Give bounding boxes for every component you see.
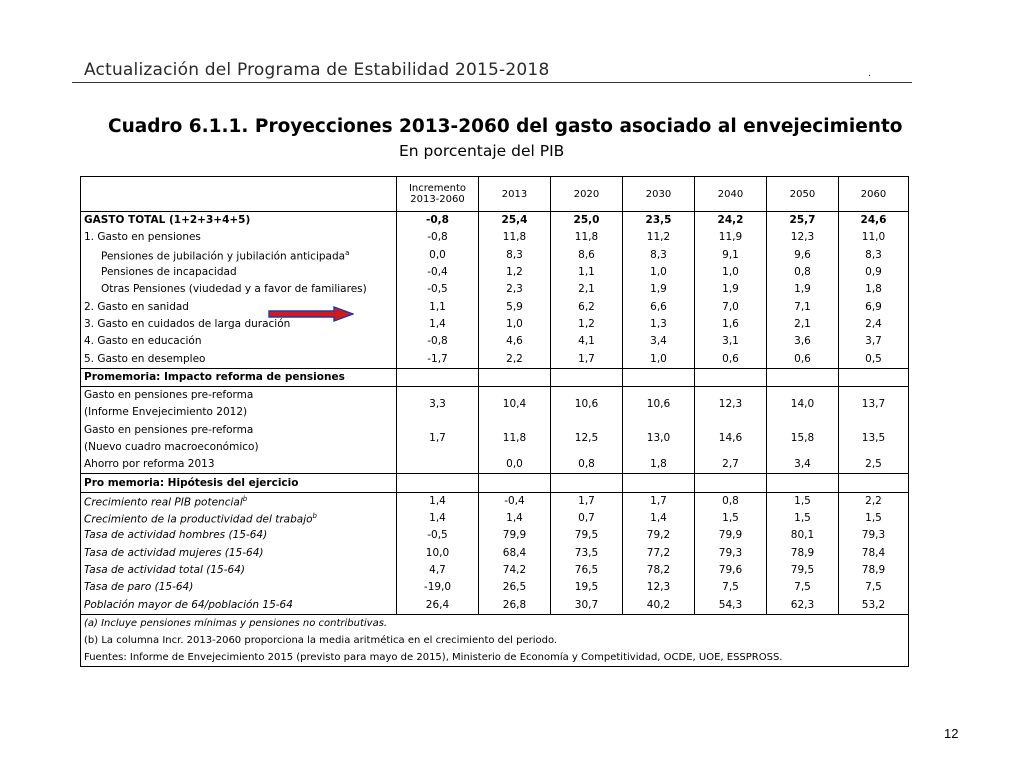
reform-row-2012 (81, 386, 909, 404)
cell-value: 24,6 (860, 214, 887, 227)
row-label: Ahorro por reforma 2013 (84, 458, 215, 471)
cell-value: 79,9 (718, 529, 743, 542)
cell-value: 2,1 (578, 283, 595, 296)
cell-value: 40,2 (646, 598, 671, 611)
header-mark: . (868, 68, 872, 79)
row-label: Tasa de actividad mujeres (15-64) (84, 546, 264, 559)
row-label: 2. Gasto en sanidad (84, 300, 189, 313)
footnote-marker: b (312, 512, 317, 521)
increment-value: 10,0 (425, 546, 450, 559)
table-row (81, 229, 909, 246)
cell-value: 3,6 (794, 335, 811, 348)
cell-value: 14,6 (718, 432, 743, 445)
highlight-arrow (268, 306, 354, 322)
cell-value: 0,0 (506, 458, 523, 471)
cell-value: 79,6 (718, 564, 743, 577)
cell-value: 1,7 (578, 352, 595, 365)
row-label: Crecimiento real PIB potencial (84, 496, 243, 509)
section-row (81, 474, 909, 492)
cell-value: 1,0 (722, 266, 739, 279)
table-row (81, 281, 909, 298)
cell-value: 0,9 (865, 266, 882, 279)
increment-value: -0,5 (427, 283, 448, 296)
cell-value: 78,2 (646, 564, 671, 577)
cell-value: 1,6 (722, 317, 739, 330)
increment-value: -0,8 (427, 335, 448, 348)
cell-value: 10,4 (502, 397, 527, 410)
cell-value: 73,5 (574, 546, 599, 559)
cell-value: 2,2 (506, 352, 523, 365)
table-row (81, 212, 909, 230)
table-row (81, 492, 909, 510)
cell-value: 1,5 (722, 512, 739, 525)
cell-value: 0,8 (794, 266, 811, 279)
cell-value: 76,5 (574, 564, 599, 577)
cell-value: 8,3 (506, 248, 523, 261)
cell-value: 11,9 (718, 231, 743, 244)
cell-value: 12,3 (790, 231, 815, 244)
cell-value: 1,7 (578, 494, 595, 507)
cell-value: 24,2 (717, 214, 744, 227)
cell-value: 8,6 (578, 248, 595, 261)
increment-value: -0,4 (427, 266, 448, 279)
cell-value: 11,8 (574, 231, 599, 244)
increment-value: -0,8 (427, 231, 448, 244)
cell-value: 2,7 (722, 458, 739, 471)
cell-value: 12,3 (646, 581, 671, 594)
cell-value: 2,3 (506, 283, 523, 296)
cell-value: 77,2 (646, 546, 671, 559)
footnote-row (81, 649, 909, 667)
cell-value: 1,8 (865, 283, 882, 296)
cell-value: 9,1 (722, 248, 739, 261)
increment-value: 0,0 (429, 248, 446, 261)
cell-value: 3,4 (650, 335, 667, 348)
row-label: Gasto en pensiones pre-reforma (84, 423, 254, 436)
cell-value: 14,0 (790, 397, 815, 410)
cell-value: 79,5 (574, 529, 599, 542)
cell-value: 7,1 (794, 300, 811, 313)
cell-value: 0,7 (578, 512, 595, 525)
table-row (81, 527, 909, 544)
cell-value: 2,4 (865, 317, 882, 330)
cell-value: 4,1 (578, 335, 595, 348)
cell-value: 30,7 (574, 598, 599, 611)
cell-value: 11,8 (502, 432, 527, 445)
cell-value: 15,8 (790, 432, 815, 445)
row-label: GASTO TOTAL (1+2+3+4+5) (84, 214, 251, 227)
table-title: Cuadro 6.1.1. Proyecciones 2013-2060 del gasto asociado al envejecimiento (108, 116, 903, 137)
increment-value: 26,4 (425, 598, 450, 611)
cell-value: 80,1 (790, 529, 815, 542)
table-row (81, 597, 909, 615)
cell-value: 25,0 (573, 214, 600, 227)
cell-value: 1,5 (794, 512, 811, 525)
cell-value: 1,8 (650, 458, 667, 471)
cell-value: 1,4 (506, 512, 523, 525)
cell-value: 26,5 (502, 581, 527, 594)
cell-value: 5,9 (506, 300, 523, 313)
cell-value: 1,7 (650, 494, 667, 507)
cell-value: 3,1 (722, 335, 739, 348)
cell-value: 1,0 (650, 266, 667, 279)
row-label: Gasto en pensiones pre-reforma (84, 389, 254, 402)
cell-value: 12,5 (574, 432, 599, 445)
cell-value: 1,9 (650, 283, 667, 296)
cell-value: 1,4 (650, 512, 667, 525)
table-row (81, 298, 909, 315)
table-row (81, 316, 909, 333)
section-row (81, 368, 909, 386)
projection-table (80, 176, 909, 667)
year-header: 2020 (573, 188, 600, 200)
cell-value: 25,4 (501, 214, 528, 227)
cell-value: 79,2 (646, 529, 671, 542)
cell-value: 2,2 (865, 494, 882, 507)
table-row (81, 579, 909, 596)
year-header: 2030 (645, 188, 672, 200)
cell-value: 74,2 (502, 564, 527, 577)
cell-value: 7,5 (722, 581, 739, 594)
cell-value: 4,6 (506, 335, 523, 348)
cell-value: 26,8 (502, 598, 527, 611)
reform-row-macro (81, 422, 909, 439)
cell-value: -0,4 (504, 494, 525, 507)
table-row (81, 545, 909, 562)
cell-value: 1,0 (506, 317, 523, 330)
increment-value: -19,0 (423, 581, 452, 594)
cell-value: 53,2 (861, 598, 886, 611)
increment-value: -0,8 (426, 214, 449, 227)
footnote-marker: b (242, 495, 248, 504)
cell-value: 1,2 (506, 266, 523, 279)
cell-value: 68,4 (502, 546, 527, 559)
cell-value: 11,0 (861, 231, 886, 244)
row-label: Pensiones de jubilación y jubilación anticipada (101, 250, 346, 263)
section-title: Promemoria: Impacto reforma de pensiones (84, 370, 345, 383)
year-header: 2060 (860, 188, 887, 200)
table-row (81, 562, 909, 579)
increment-value: 3,3 (429, 397, 446, 410)
row-label: (Informe Envejecimiento 2012) (84, 406, 248, 419)
cell-value: 79,9 (502, 529, 527, 542)
table-row (81, 333, 909, 350)
table-row (81, 264, 909, 281)
cell-value: 79,5 (790, 564, 815, 577)
year-header: 2013 (501, 188, 528, 200)
cell-value: 0,6 (722, 352, 739, 365)
cell-value: 0,5 (865, 352, 882, 365)
year-header: 2040 (717, 188, 744, 200)
cell-value: 13,7 (861, 397, 886, 410)
row-label: 3. Gasto en cuidados de larga duración (84, 317, 291, 330)
cell-value: 2,5 (865, 458, 882, 471)
cell-value: 1,9 (722, 283, 739, 296)
cell-value: 8,3 (865, 248, 882, 261)
cell-value: 10,6 (646, 397, 671, 410)
header-rule (72, 82, 912, 83)
footnote-text: (a) Incluye pensiones mínimas y pensiones no contributivas. (84, 617, 388, 629)
increment-value: 1,1 (429, 300, 446, 313)
cell-value: 0,8 (722, 494, 739, 507)
cell-value: 23,5 (645, 214, 672, 227)
cell-value: 13,0 (646, 432, 671, 445)
cell-value: 78,9 (861, 564, 886, 577)
table-subtitle: En porcentaje del PIB (399, 142, 565, 160)
cell-value: 62,3 (790, 598, 815, 611)
cell-value: 7,5 (865, 581, 882, 594)
cell-value: 9,6 (794, 248, 811, 261)
cell-value: 3,4 (794, 458, 811, 471)
cell-value: 8,3 (650, 248, 667, 261)
increment-value: 1,4 (429, 317, 446, 330)
row-label: Tasa de actividad total (15-64) (84, 564, 245, 577)
increment-value: 1,4 (429, 512, 446, 525)
cell-value: 1,5 (794, 494, 811, 507)
increment-value: 1,7 (429, 432, 446, 445)
cell-value: 11,2 (646, 231, 671, 244)
cell-value: 13,5 (861, 432, 886, 445)
reform-row-savings (81, 456, 909, 474)
cell-value: 3,7 (865, 335, 882, 348)
cell-value: 10,6 (574, 397, 599, 410)
row-label: Pensiones de incapacidad (101, 266, 237, 279)
cell-value: 7,0 (722, 300, 739, 313)
cell-value: 7,5 (794, 581, 811, 594)
cell-value: 78,4 (861, 546, 886, 559)
cell-value: 25,7 (789, 214, 816, 227)
year-header: 2050 (789, 188, 816, 200)
cell-value: 2,1 (794, 317, 811, 330)
table-row (81, 247, 909, 264)
footnote-text: (b) La columna Incr. 2013-2060 proporciona la media aritmética en el crecimiento del periodo. (84, 634, 558, 646)
row-label: Crecimiento de la productividad del trabajo (84, 513, 313, 526)
header-row (81, 177, 909, 212)
increment-value: 4,7 (429, 564, 446, 577)
page-number: 12 (944, 726, 959, 741)
increment-value: 1,4 (429, 494, 446, 507)
col-increment-range: 2013-2060 (410, 194, 465, 205)
cell-value: 1,2 (578, 317, 595, 330)
cell-value: 1,5 (865, 512, 882, 525)
footnote-row (81, 632, 909, 649)
row-label: 5. Gasto en desempleo (84, 352, 206, 365)
increment-value: -1,7 (427, 352, 448, 365)
row-label: Otras Pensiones (viudedad y a favor de familiares) (101, 283, 367, 296)
cell-value: 0,8 (578, 458, 595, 471)
cell-value: 6,2 (578, 300, 595, 313)
section-title: Pro memoria: Hipótesis del ejercicio (84, 476, 299, 489)
cell-value: 19,5 (574, 581, 599, 594)
row-label: Población mayor de 64/población 15-64 (84, 598, 293, 611)
cell-value: 0,6 (794, 352, 811, 365)
cell-value: 79,3 (718, 546, 743, 559)
cell-value: 6,6 (650, 300, 667, 313)
document-header-title: Actualización del Programa de Estabilidad 2015-2018 (84, 60, 550, 80)
cell-value: 6,9 (865, 300, 882, 313)
table-row (81, 510, 909, 527)
row-label: Tasa de actividad hombres (15-64) (84, 529, 268, 542)
footnote-text: Fuentes: Informe de Envejecimiento 2015 (previsto para mayo de 2015), Ministerio de Economía y Competitividad, OCDE, UOE, ESSPROSS. (84, 651, 783, 663)
cell-value: 1,9 (794, 283, 811, 296)
cell-value: 1,0 (650, 352, 667, 365)
col-increment-label: Incremento (408, 183, 467, 194)
row-label: (Nuevo cuadro macroeconómico) (84, 441, 259, 453)
row-label: 4. Gasto en educación (84, 335, 202, 348)
cell-value: 78,9 (790, 546, 815, 559)
cell-value: 79,3 (861, 529, 886, 542)
footnote-marker: a (345, 248, 350, 257)
row-label: Tasa de paro (15-64) (84, 581, 194, 594)
table-row (81, 350, 909, 368)
cell-value: 12,3 (718, 397, 743, 410)
cell-value: 1,3 (650, 317, 667, 330)
cell-value: 54,3 (718, 598, 743, 611)
footnote-row (81, 614, 909, 632)
row-label: 1. Gasto en pensiones (84, 231, 201, 244)
increment-value: -0,5 (427, 529, 448, 542)
cell-value: 11,8 (502, 231, 527, 244)
cell-value: 1,1 (578, 266, 595, 279)
